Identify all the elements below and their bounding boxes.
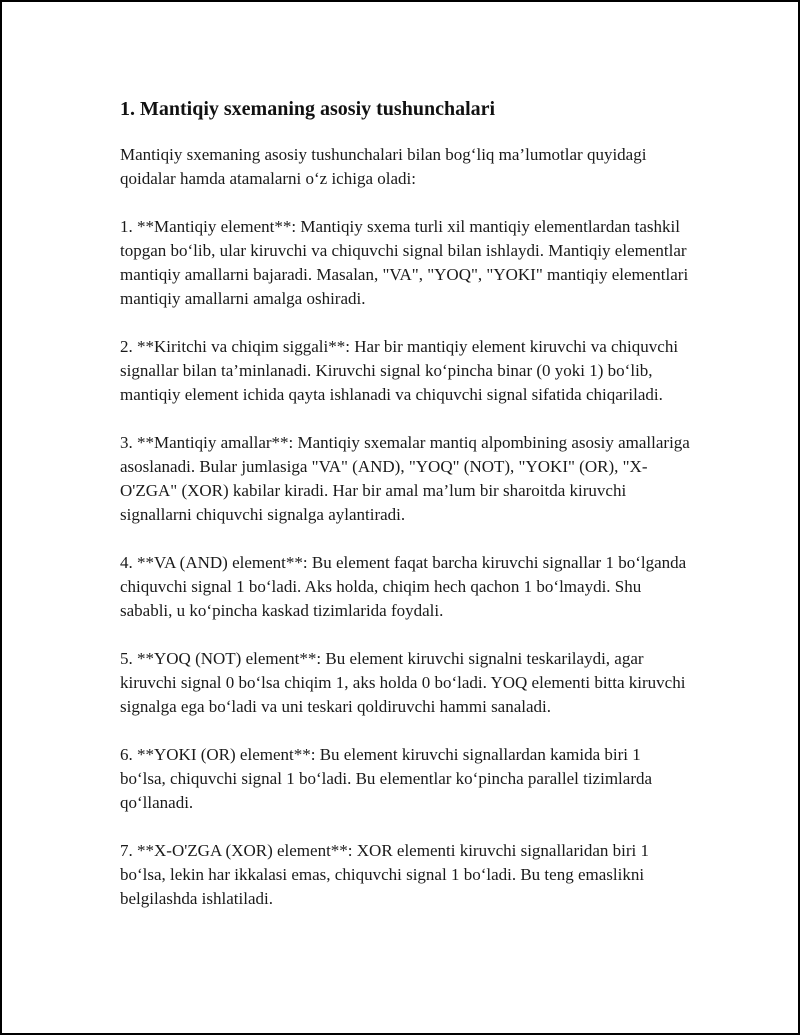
document-body [120,96,690,935]
paragraph-not-element: 5. **YOQ (NOT) element**: Bu element kiruvchi signalni teskarilaydi, agar kiruvchi signal 0 bo‘lsa chiqim 1, aks holda 0 bo‘ladi. YOQ elementi bitta kiruvchi signalga ega bo‘ladi va uni teskari qoldiruvchi hammi sanaladi. [120,649,686,716]
paragraph-input-output-signal: 2. **Kiritchi va chiqim siggali**: Har bir mantiqiy element kiruvchi va chiquvchi signallar bilan ta’minlanadi. Kiruvchi signal ko‘pincha binar (0 yoki 1) bo‘lib, mantiqiy element ichida qayta ishlanadi va chiquvchi signal sifatida chiqariladi. [120,337,679,404]
paragraph-or-element: 6. **YOKI (OR) element**: Bu element kiruvchi signallardan kamida biri 1 bo‘lsa, chiquvchi signal 1 bo‘ladi. Bu elementlar ko‘pincha parallel tizimlarda qo‘llanadi. [120,745,653,812]
section-title: 1. Mantiqiy sxemaning asosiy tushunchalari [120,98,496,120]
paragraph-xor-element: 7. **X-O'ZGA (XOR) element**: XOR elementi kiruvchi signallaridan biri 1 bo‘lsa, lekin har ikkalasi emas, chiquvchi signal 1 bo‘ladi. Bu teng emaslikni belgilashda ishlatiladi. [120,841,650,908]
paragraph-logic-operations: 3. **Mantiqiy amallar**: Mantiqiy sxemalar mantiq alpombining asosiy amallariga asoslanadi. Bular jumlasiga "VA" (AND), "YOQ" (NOT), "YOKI" (OR), "X-O'ZGA" (XOR) kabilar kiradi. Har bir amal ma’lum bir sharoitda kiruvchi signallarni chiquvchi signalga aylantiradi. [120,433,690,524]
paragraph-and-element: 4. **VA (AND) element**: Bu element faqat barcha kiruvchi signallar 1 bo‘lganda chiquvchi signal 1 bo‘ladi. Aks holda, chiqim hech qachon 1 bo‘lmaydi. Shu sababli, u ko‘pincha kaskad tizimlarida foydali. [120,553,687,620]
paragraph-logic-element: 1. **Mantiqiy element**: Mantiqiy sxema turli xil mantiqiy elementlardan tashkil topgan bo‘lib, ular kiruvchi va chiquvchi signal bilan ishlaydi. Mantiqiy elementlar mantiqiy amallarni bajaradi. Masalan, "VA", "YOQ", "YOKI" mantiqiy elementlari mantiqiy amallarni amalga oshiradi. [120,217,689,308]
intro-paragraph: Mantiqiy sxemaning asosiy tushunchalari bilan bog‘liq ma’lumotlar quyidagi qoidalar hamda atamalarni o‘z ichiga oladi: [120,145,647,188]
